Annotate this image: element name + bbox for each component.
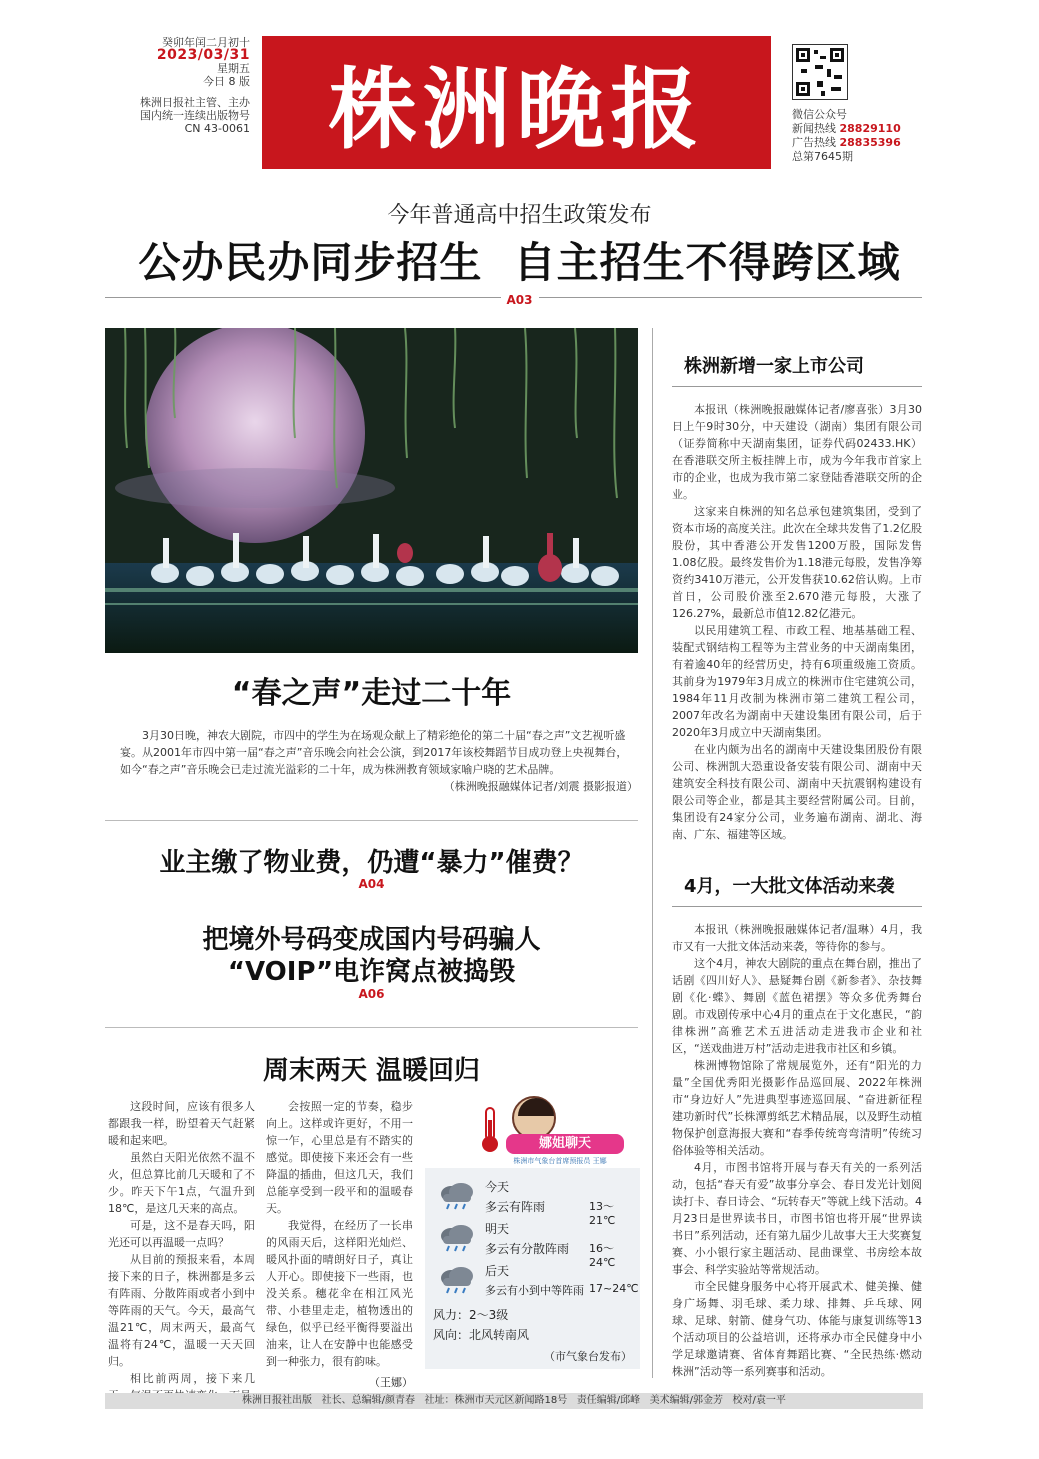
forecast-row — [433, 1262, 639, 1302]
feature-photo — [105, 328, 638, 653]
teaser-2-title-line1: 把境外号码变成国内号码骗人 — [202, 925, 541, 955]
headline-subtitle: 今年普通高中招生政策发布 — [387, 203, 652, 228]
weather-paragraph: 从目前的预报来看，本周接下来的日子，株洲都是多云有阵雨、分散阵雨或者小到中等阵雨的天气。今天，最高气温21℃，周末两天，最高气温将有24℃，温暖一天天回归。 — [108, 1253, 255, 1368]
feature-title[interactable]: “春之声”走过二十年 — [231, 676, 512, 711]
newspaper-logo: 株洲晚报 — [262, 36, 771, 169]
cn-number: CN 43-0061 — [184, 122, 250, 135]
weekday: 星期五 — [217, 62, 250, 75]
forecast-day: 明天 — [485, 1222, 510, 1236]
weather-paragraph: 会按照一定的节奏，稳步向上。这样或许更好，不用一惊一乍，心里总是有不踏实的感觉。即使接下来还会有一些降温的插曲，但这几天，我们总能享受到一段平和的温暖春天。 — [266, 1100, 413, 1215]
ad-hotline-label: 广告热线 — [792, 136, 836, 149]
forecast-desc: 多云有小到中等阵雨 — [485, 1284, 584, 1297]
teaser-2-title[interactable] — [105, 924, 638, 988]
story1-paragraph: 这家来自株洲的知名总承包建筑集团，受到了资本市场的高度关注。此次在全球共发售了1.2亿股股份，其中香港公开发售1200万股，国际发售1.08亿股。最终发售价为1.18港元每股，发售净筹资约3410万港元，公开发售获10.62倍认购。上市首日，公司股价涨至2.670港元每股，大涨了126.27%，最新总市值12.82亿港元。 — [672, 505, 922, 620]
forecast-day: 今天 — [485, 1180, 510, 1194]
wind-force: 风力：2～3级 — [433, 1308, 509, 1322]
forecast-row — [433, 1220, 633, 1269]
story2-paragraph: 株洲博物馆除了常规展览外，还有“阳光的力量”全国优秀阳光摄影作品巡回展、2022年株洲市“身边好人”先进典型事迹巡回展、“奋进新征程 建功新时代”长株潭剪纸艺术精品展，以及野生动植物保护创意海报大赛和“春季传统弯弯清明”传统习俗体验等相关活动。 — [672, 1059, 922, 1157]
page-count: 今日 8 版 — [203, 75, 250, 88]
weather-paragraph: 我觉得，在经历了一长串的风雨天后，这样阳光灿烂、暖风扑面的晴朗好日子，真让人开心。即使接下一些雨，也没关系。穗花伞在相江风光带、小巷里走走，植物透出的绿色，似乎已经平衡得要溢出油来，让人在安静中也能感受到一种张力，很有韵味。 — [266, 1219, 413, 1368]
weather-author: （王娜） — [369, 1376, 413, 1389]
section-divider — [105, 1027, 638, 1028]
forecast-desc: 多云有阵雨 — [485, 1200, 546, 1214]
lunar-date: 癸卯年闰二月初十 — [162, 36, 250, 49]
weather-paragraph: 这段时间，应该有很多人都跟我一样，盼望着天气赶紧暖和起来吧。 — [108, 1100, 255, 1147]
stage-scene — [105, 328, 638, 653]
forecast-source: （市气象台发布） — [544, 1350, 632, 1363]
forecast-desc: 多云有分散阵雨 — [485, 1242, 570, 1256]
story2-paragraph: 这个4月，神农大剧院的重点在舞台剧，推出了话剧《四川好人》、悬疑舞台剧《新参者》、杂技舞剧《化·蝶》、舞剧《蓝色裙摆》等众多优秀舞台剧。市戏剧传承中心4月的重点在于文化惠民，“韵律株洲”高雅艺术五进活动走进我市企业和社区，“送戏曲进万村”活动走进我市社区和乡镇。 — [672, 957, 922, 1055]
ad-hotline: 28835396 — [839, 136, 901, 149]
headline-page-ref[interactable]: A03 — [501, 293, 539, 307]
forecast-box — [425, 1168, 640, 1369]
issue-number: 总第7645期 — [792, 150, 853, 163]
footer-credits: 株洲日报社出版 社长、总编辑/颜青春 社址：株洲市天元区新闻路18号 责任编辑/邱峰 美术编辑/郭金芳 校对/袁一平 — [105, 1393, 923, 1409]
story-listing — [672, 352, 922, 843]
weather-paragraph: 虽然白天阳光依然不温不火，但总算比前几天暖和了不少。昨天下午1点，气温升到18℃，是这几天来的高点。 — [108, 1151, 255, 1215]
weather-badge-subtitle: 株洲市气象台首席预报员 王娜 — [513, 1157, 607, 1165]
serial-number-label: 国内统一连续出版物号 — [140, 109, 250, 122]
wind-direction: 风向：北风转南风 — [433, 1328, 530, 1342]
news-hotline: 28829110 — [839, 122, 901, 135]
forecast-temp: 13～21℃ — [589, 1200, 616, 1227]
cloud-rain-icon — [437, 1182, 475, 1210]
weather-story-col1 — [108, 1098, 255, 1404]
story1-paragraph: 本报讯（株洲晚报融媒体记者/廖喜张）3月30日上午9时30分，中天建设（湖南）集团有限公司（证券简称中天湖南集团，证券代码02433.HK）在香港联交所主板挂牌上市，成为今年我市首家上市的企业，也成为我市第二家登陆香港联交所的企业。 — [672, 403, 922, 501]
story2-paragraph: 市全民健身服务中心将开展武术、健美操、健身广场舞、羽毛球、柔力球、排舞、乒乓球、网球、足球、射箭、健身气功、体能与康复训练等13个活动项目的公益培训，还将承办市全民健身中小学足球邀请赛、省体育舞蹈比赛、“全民热练·燃动株洲”活动等一系列赛事和活动。 — [672, 1280, 922, 1378]
section-divider — [105, 820, 638, 821]
feature-credit: （株洲晚报融媒体记者/刘震 摄影报道） — [443, 780, 638, 793]
forecast-row — [433, 1178, 633, 1227]
cloud-rain-icon — [437, 1224, 475, 1252]
headline-main[interactable]: 公办民办同步招生 自主招生不得跨区域 — [138, 238, 901, 287]
story1-paragraph: 在业内颇为出名的湖南中天建设集团股份有限公司、株洲凯大恐重设备安装有限公司、湖南中天建筑安全科技有限公司、湖南中天抗震钢构建设有限公司等企业，都是其主要经营附属公司。目前，集团设有24家分公司，业务遍布湖南、湖北、海南、广东、福建等区域。 — [672, 743, 922, 841]
story-arts — [672, 872, 922, 1380]
wechat-label: 微信公众号 — [792, 108, 847, 121]
weather-story-title[interactable]: 周末两天 温暖回归 — [262, 1056, 481, 1086]
story1-title[interactable]: 株洲新增一家上市公司 — [672, 352, 922, 387]
weather-paragraph: 相比前两周，接下来几 — [130, 1372, 255, 1385]
teaser-1-title[interactable]: 业主缴了物业费，仍遭“暴力”催费？ — [159, 848, 584, 878]
teaser-1-page-ref[interactable]: A04 — [358, 877, 385, 891]
forecast-day: 后天 — [485, 1264, 510, 1278]
masthead-contact — [792, 108, 952, 164]
forecast-temp: 16～24℃ — [589, 1242, 616, 1269]
story2-paragraph: 本报讯（株洲晚报融媒体记者/温琳）4月，我市又有一大批文体活动来袭，等待你的参与。 — [672, 923, 922, 953]
weather-badge-title: 娜姐聊天 — [506, 1134, 624, 1154]
story2-paragraph: 4月，市图书馆将开展与春天有关的一系列活动，包括“春天有爱”故事分享会、春日发光计划阅读打卡、春日诗会、“玩转春天”等就上线下活动。4月23日是世界读书日，市图书馆也将开展“世界读书日”系列活动，还有第九届少儿故事大王大奖赛复赛、小小银行家主题活动、昆曲课堂、书房绘本故事会、科学实验站等常规活动。 — [672, 1161, 922, 1276]
feature-caption: 3月30日晚，神农大剧院，市四中的学生为在场观众献上了精彩绝伦的第二十届“春之声”文艺视听盛宴。从2001年市四中第一届“春之声”音乐晚会向社会公演，到2017年该校舞蹈节目成功登上央视舞台，如今“春之声”音乐晚会已走过流光溢彩的二十年，成为株洲教育领域家喻户晓的艺术品牌。 — [120, 729, 628, 776]
issue-date: 2023/03/31 — [156, 47, 250, 63]
cloud-rain-icon — [437, 1266, 475, 1294]
sponsor: 株洲日报社主管、主办 — [140, 96, 250, 109]
forecast-temp: 17~24℃ — [589, 1282, 639, 1295]
story1-paragraph: 以民用建筑工程、市政工程、地基基础工程、装配式钢结构工程等为主营业务的中天湖南集团，有着逾40年的经营历史，持有6项重级施工资质。其前身为1979年3月成立的株洲市住宅建筑公司，1984年11月改制为株洲市第二建筑工程公司，2007年改名为湖南中天建设集团有限公司，后于2020年3月成立中天湖南集团。 — [672, 624, 922, 739]
teaser-2-page-ref[interactable]: A06 — [358, 987, 385, 1001]
teaser-2-title-line2: “VOIP”电诈窝点被捣毁 — [227, 957, 516, 987]
weather-story-col2 — [266, 1098, 413, 1390]
thermometer-icon — [478, 1106, 502, 1154]
weather-paragraph: 可是，这不是春天吗，阳光还可以再温暖一点吗？ — [108, 1219, 255, 1249]
masthead-info — [100, 36, 250, 135]
column-divider — [652, 328, 653, 1378]
news-hotline-label: 新闻热线 — [792, 122, 836, 135]
weather-badge — [478, 1096, 628, 1166]
qr-code-icon — [792, 44, 848, 100]
story2-title[interactable]: 4月，一大批文体活动来袭 — [672, 872, 922, 907]
